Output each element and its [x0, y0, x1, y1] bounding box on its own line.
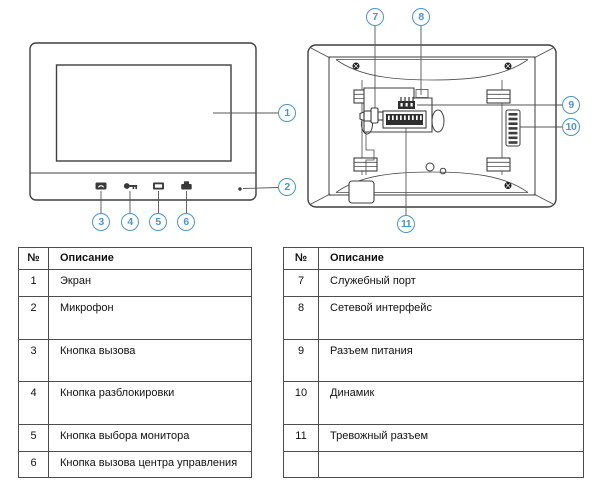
table-row: 5 Кнопка выбора монитора — [19, 425, 252, 452]
table-row: 1 Экран — [19, 270, 252, 297]
device-diagram — [0, 0, 600, 245]
screw-icon — [353, 63, 360, 70]
callout-11: 11 — [397, 215, 415, 233]
table-row: 8 Сетевой интерфейс — [284, 297, 584, 340]
mounting-bracket-bottom — [336, 172, 528, 203]
table-row: 6 Кнопка вызова центра управления — [19, 452, 252, 478]
callout-9: 9 — [562, 96, 580, 114]
back-view-diagram — [308, 26, 562, 215]
legend-table-back — [283, 247, 584, 478]
table-row: 11 Тревожный разъем — [284, 425, 584, 452]
callout-10: 10 — [562, 118, 580, 136]
network-interface — [416, 90, 428, 98]
management-center-call-button-icon — [181, 181, 192, 189]
screen — [57, 65, 232, 161]
table-row: 9 Разъем питания — [284, 340, 584, 382]
callout-3: 3 — [92, 213, 110, 231]
table-header-row — [19, 248, 252, 270]
unlock-button-icon — [124, 183, 137, 189]
col-header-num: № — [284, 248, 319, 270]
speaker-grille — [506, 110, 520, 146]
microphone-hole — [238, 187, 241, 190]
table-row: 2 Микрофон — [19, 297, 252, 340]
table-row: 10 Динамик — [284, 382, 584, 425]
screw-icon — [505, 182, 512, 189]
table-row: 7 Служебный порт — [284, 270, 584, 297]
col-header-desc: Описание — [49, 248, 252, 270]
callout-7: 7 — [366, 8, 384, 26]
col-header-desc: Описание — [319, 248, 584, 270]
legend-table-front — [18, 247, 252, 478]
table-row: 3 Кнопка вызова — [19, 340, 252, 382]
callout-6: 6 — [177, 213, 195, 231]
mounting-hole — [426, 163, 434, 171]
front-view-diagram — [30, 43, 279, 214]
mounting-bracket-top — [336, 60, 528, 81]
callout-2: 2 — [278, 178, 296, 196]
mounting-rail-right — [487, 80, 510, 175]
callout-5: 5 — [149, 213, 167, 231]
callout-8: 8 — [412, 8, 430, 26]
side-slot-right — [432, 110, 444, 132]
table-row-empty — [284, 452, 584, 478]
monitor-select-button-icon — [153, 183, 164, 190]
table-header-row — [284, 248, 584, 270]
cable-cover — [349, 181, 374, 203]
col-header-num: № — [19, 248, 49, 270]
mounting-hole — [440, 168, 446, 174]
screw-icon — [505, 63, 512, 70]
device-front-body — [30, 43, 256, 200]
front-leader-lines — [101, 113, 279, 214]
alarm-connector — [383, 111, 426, 128]
callout-4: 4 — [121, 213, 139, 231]
table-row: 4 Кнопка разблокировки — [19, 382, 252, 425]
call-button-icon — [96, 183, 107, 190]
callout-1: 1 — [278, 104, 296, 122]
